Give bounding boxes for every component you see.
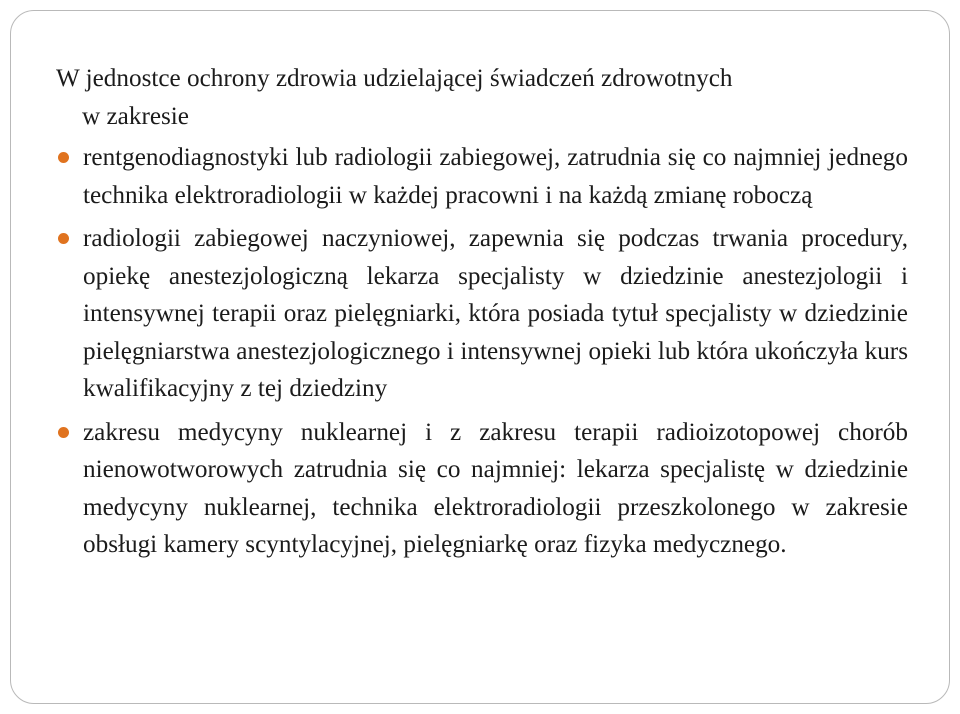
bullet-item-vascular-radiology [56,220,908,408]
intro-line-1: W jednostce ochrony zdrowia udzielającej świadczeń zdrowotnych [56,65,733,92]
slide-content [56,60,908,570]
bullet-item-nuclear-medicine [56,414,908,564]
bullet-item-radiodiagnostics [56,139,908,214]
bullet-text: zakresu medycyny nuklearnej i z zakresu terapii radioizotopowej chorób nienowotworowych zatrudnia się co najmniej: lekarza specjalistę w dziedzinie medycyny nuklearnej, technika elektroradiologii przeszkolonego w zakresie obsługi kamery scyntylacyjnej, pielęgniarkę oraz fizyka medycznego. [83,418,908,558]
intro-paragraph [56,60,908,135]
bullet-text: radiologii zabiegowej naczyniowej, zapewnia się podczas trwania procedury, opiekę anestezjologiczną lekarza specjalisty w dziedzinie anestezjologii i intensywnej terapii oraz pielęgniarki, która posiada tytuł specjalisty w dziedzinie pielęgniarstwa anestezjologicznego i intensywnej opieki lub która ukończyła kurs kwalifikacyjny z tej dziedziny [83,225,908,402]
bullet-dot-icon [58,427,69,438]
bullet-dot-icon [58,233,69,244]
bullet-dot-icon [58,152,69,163]
bullet-text: rentgenodiagnostyki lub radiologii zabiegowej, zatrudnia się co najmniej jednego technika elektroradiologii w każdej pracowni i na każdą zmianę roboczą [83,144,908,209]
intro-line-2: w zakresie [82,102,189,130]
bullet-list [56,139,908,564]
